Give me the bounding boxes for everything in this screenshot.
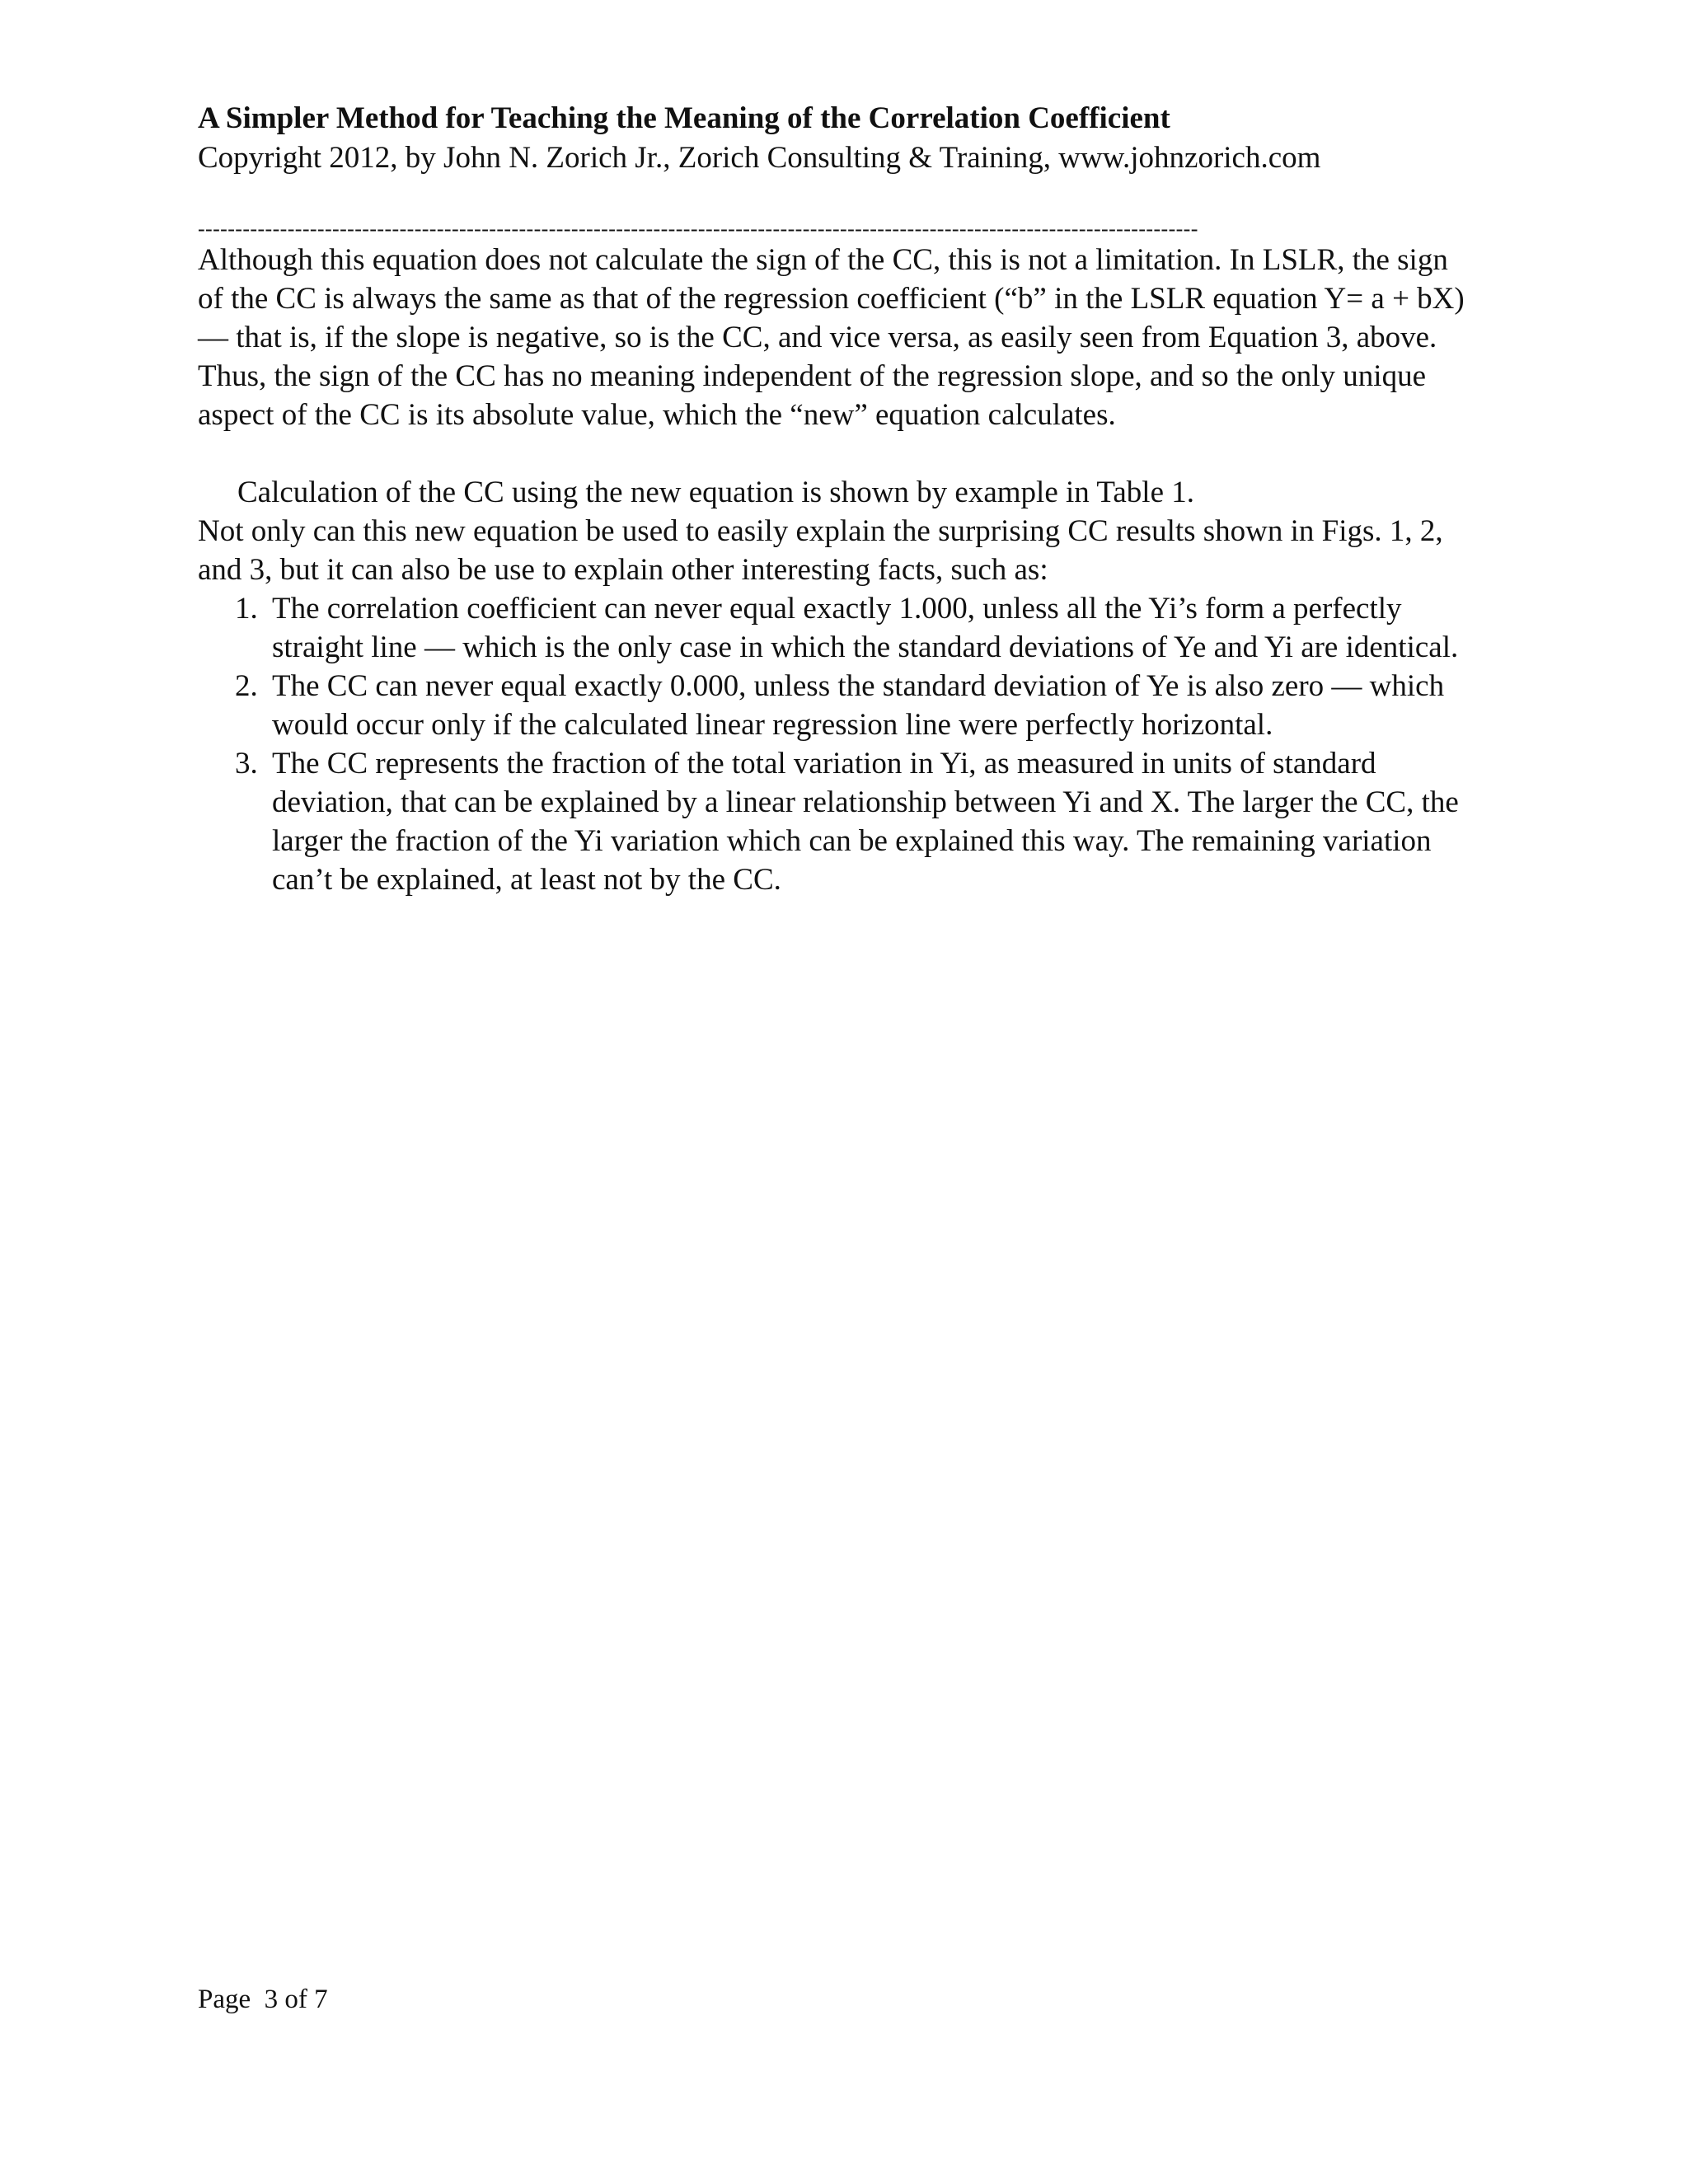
list-item: [198, 744, 1475, 899]
list-item-number: 1.: [235, 592, 258, 626]
list-item-number: 3.: [235, 747, 258, 780]
list-item-text: The CC can never equal exactly 0.000, unless the standard deviation of Ye is also zero — which would occur only if the calculated linear regression line were perfectly horizontal.: [272, 669, 1445, 742]
paragraph-calculation-rest: Not only can this new equation be used to easily explain the surprising CC results shown in Figs. 1, 2, and 3, but it can also be use to explain other interesting facts, such as:: [198, 514, 1443, 587]
list-item: [198, 589, 1475, 667]
paragraph-calculation-first-line: Calculation of the CC using the new equation is shown by example in Table 1.: [237, 476, 1195, 509]
page-number: Page 3 of 7: [198, 1985, 328, 2014]
document-page: [198, 99, 1550, 899]
document-title: A Simpler Method for Teaching the Meaning of the Correlation Coefficient: [198, 101, 1170, 135]
list-item-text: The CC represents the fraction of the total variation in Yi, as measured in units of standard deviation, that can be explained by a linear relationship between Yi and X. The larger the CC, the larger the fraction of the Yi variation which can be explained this way. The remaining variation can’t be explained, at least not by the CC.: [272, 747, 1459, 897]
list-item-number: 2.: [235, 669, 258, 703]
list-item: [198, 667, 1475, 744]
paragraph-calculation: [198, 473, 1475, 589]
copyright-line: Copyright 2012, by John N. Zorich Jr., Zorich Consulting & Training, www.johnzorich.com: [198, 141, 1321, 175]
list-item-text: The correlation coefficient can never equal exactly 1.000, unless all the Yi’s form a perfectly straight line — which is the only case in which the standard deviations of Ye and Yi are identical.: [272, 592, 1459, 664]
facts-list: [198, 589, 1550, 899]
divider-line: --------------------------------------------------------------------------------------------------------------------------------------: [198, 218, 1198, 241]
paragraph-sign-of-cc: Although this equation does not calculate the sign of the CC, this is not a limitation. In LSLR, the sign of the CC is always the same as that of the regression coefficient (“b” in the LSLR equation Y= a + bX) — that is, if the slope is negative, so is the CC, and vice versa, as easily seen from Equation 3, above. Thus, the sign of the CC has no meaning independent of the regression slope, and so the only unique aspect of the CC is its absolute value, which the “new” equation calculates.: [198, 243, 1465, 432]
